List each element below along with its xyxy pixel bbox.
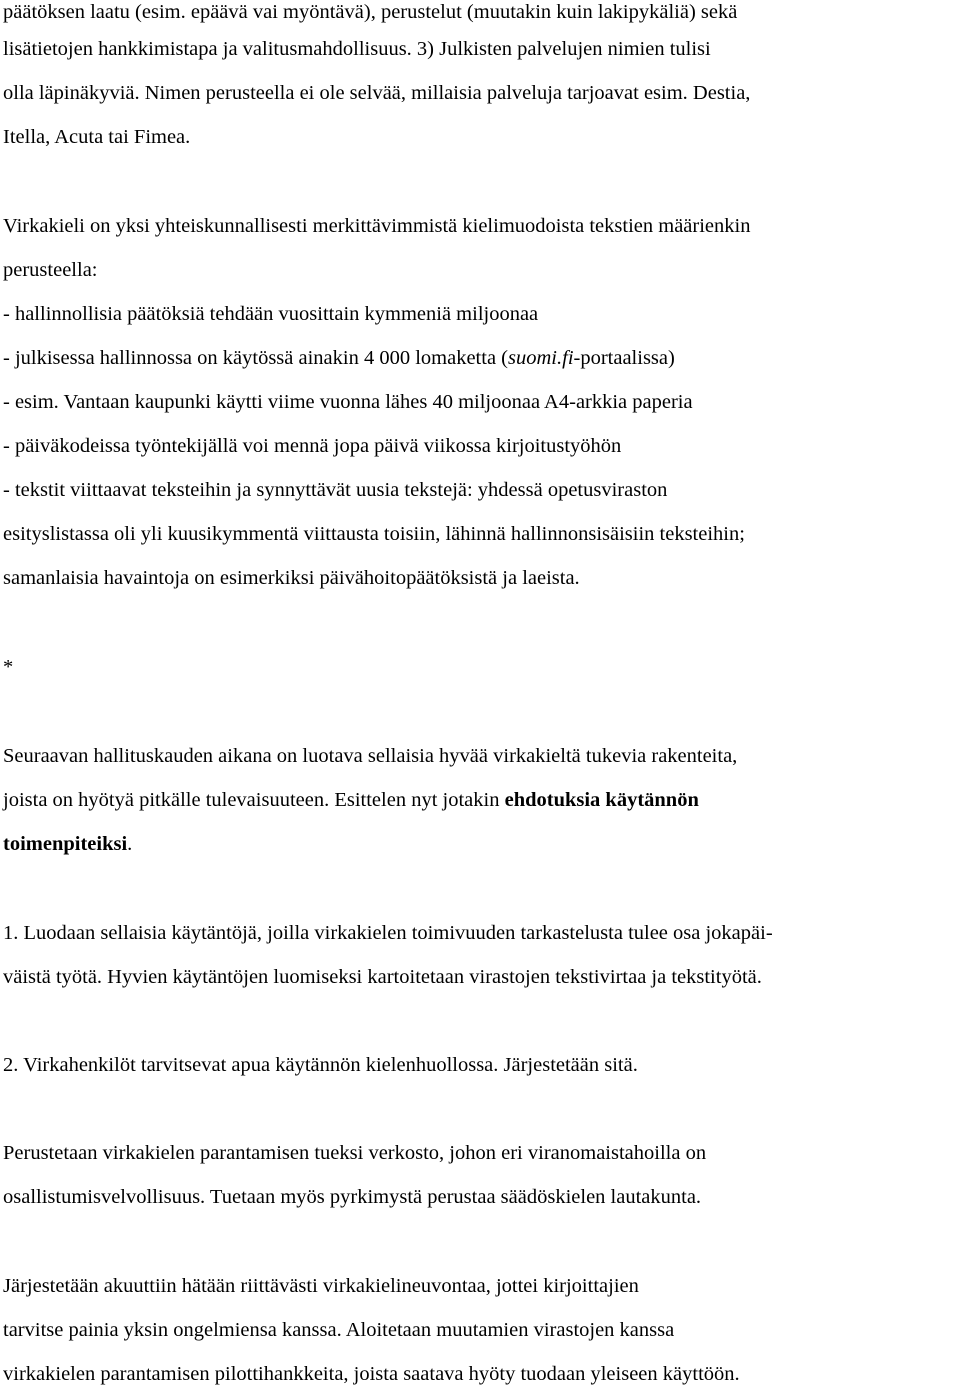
text-line: Virkakieli on yksi yhteiskunnallisesti merkittävimmistä kielimuodoista tekstien määrienkin bbox=[3, 215, 751, 237]
text-line: Seuraavan hallituskauden aikana on luotava sellaisia hyvää virkakieltä tukevia rakenteita, bbox=[3, 745, 738, 767]
text-span: - julkisessa hallinnossa on käytössä ainakin 4 000 lomaketta ( bbox=[3, 347, 509, 369]
text-line: esityslistassa oli yli kuusikymmentä viittausta toisiin, lähinnä hallinnonsisäisiin teksteihin; bbox=[3, 523, 745, 545]
text-line bbox=[3, 788, 699, 812]
section-separator: * bbox=[3, 656, 14, 678]
list-item: - päiväkodeissa työntekijällä voi mennä jopa päivä viikossa kirjoitustyöhön bbox=[3, 435, 622, 457]
text-line: perusteella: bbox=[3, 259, 98, 281]
list-item: - esim. Vantaan kaupunki käytti viime vuonna lähes 40 miljoonaa A4-arkkia paperia bbox=[3, 391, 693, 413]
text-line: tarvitse painia yksin ongelmiensa kanssa. Aloitetaan muutamien virastojen kanssa bbox=[3, 1319, 675, 1341]
list-item: - hallinnollisia päätöksiä tehdään vuosittain kymmeniä miljoonaa bbox=[3, 303, 539, 325]
text-line: virkakielen parantamisen pilottihankkeita, joista saatava hyöty tuodaan yleiseen käyttöön. bbox=[3, 1363, 740, 1385]
bold-text: toimenpiteiksi bbox=[3, 833, 128, 855]
numbered-item: 2. Virkahenkilöt tarvitsevat apua käytännön kielenhuollossa. Järjestetään sitä. bbox=[3, 1054, 638, 1076]
text-line: päätöksen laatu (esim. epäävä vai myöntävä), perustelut (muutakin kuin lakipykäliä) sekä bbox=[3, 1, 738, 23]
text-line bbox=[3, 832, 132, 856]
text-span: . bbox=[127, 833, 133, 855]
list-item bbox=[3, 346, 675, 370]
text-line: olla läpinäkyviä. Nimen perusteella ei ole selvää, millaisia palveluja tarjoavat esim. Destia, bbox=[3, 82, 751, 104]
numbered-item: 1. Luodaan sellaisia käytäntöjä, joilla virkakielen toimivuuden tarkastelusta tulee osa jokapäi- bbox=[3, 922, 773, 944]
list-item: - tekstit viittaavat teksteihin ja synnyttävät uusia tekstejä: yhdessä opetusviraston bbox=[3, 479, 668, 501]
text-line: Perustetaan virkakielen parantamisen tueksi verkosto, johon eri viranomaistahoilla on bbox=[3, 1142, 707, 1164]
text-line: Itella, Acuta tai Fimea. bbox=[3, 126, 191, 148]
text-span: joista on hyötyä pitkälle tulevaisuuteen. Esittelen nyt jotakin bbox=[3, 789, 505, 811]
text-line: samanlaisia havaintoja on esimerkiksi päivähoitopäätöksistä ja laeista. bbox=[3, 567, 580, 589]
text-span: -portaalissa) bbox=[573, 347, 675, 369]
text-line: väistä työtä. Hyvien käytäntöjen luomiseksi kartoitetaan virastojen tekstivirtaa ja tekstityötä. bbox=[3, 966, 762, 988]
bold-text: ehdotuksia käytännön bbox=[504, 789, 699, 811]
italic-text: suomi.fi bbox=[508, 347, 574, 369]
text-line: Järjestetään akuuttiin hätään riittävästi virkakielineuvontaa, jottei kirjoittajien bbox=[3, 1275, 639, 1297]
text-line: osallistumisvelvollisuus. Tuetaan myös pyrkimystä perustaa säädöskielen lautakunta. bbox=[3, 1186, 702, 1208]
text-line: lisätietojen hankkimistapa ja valitusmahdollisuus. 3) Julkisten palvelujen nimien tulisi bbox=[3, 38, 711, 60]
